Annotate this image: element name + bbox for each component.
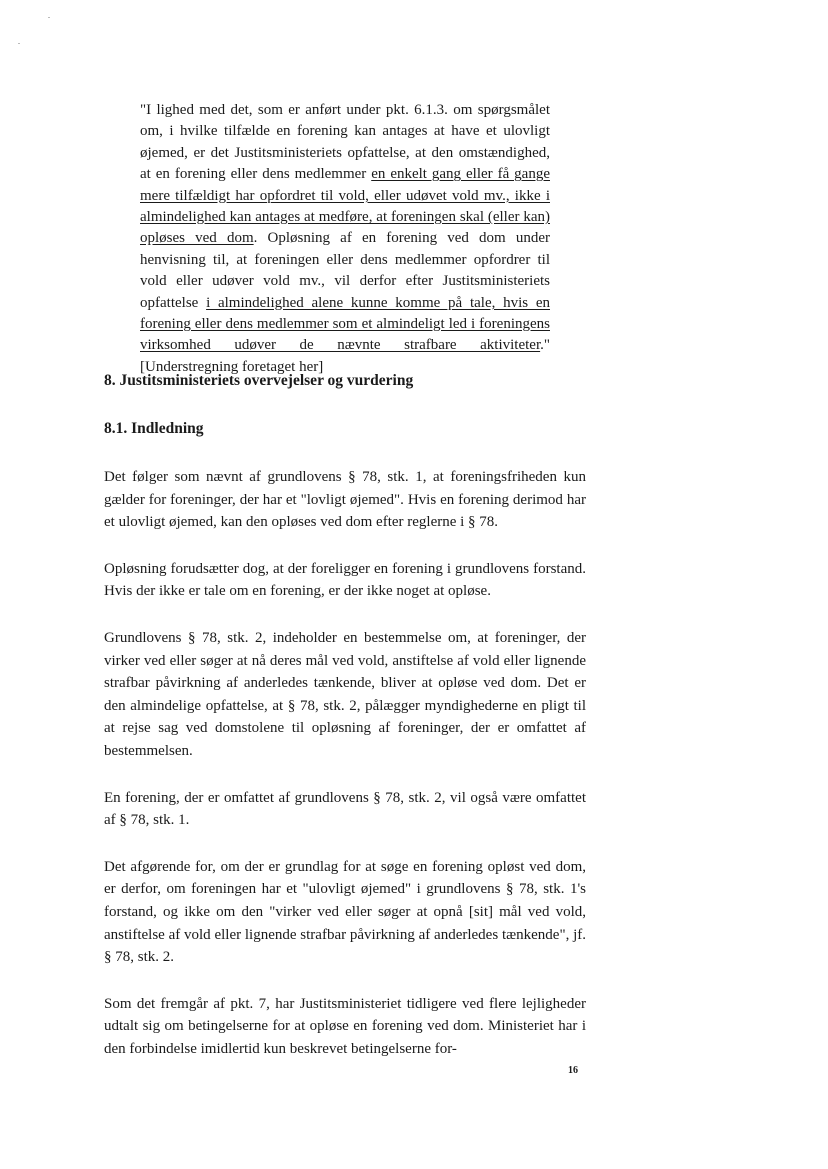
scan-speck: [18, 43, 20, 44]
quote-text: ." [Understregning foretaget her]: [140, 337, 550, 375]
paragraph: Grundlovens § 78, stk. 2, indeholder en bestemmelse om, at foreninger, der virker ved eller søger at nå deres mål ved vold, anstiftelse af vold eller lignende strafbar påvirkning af anderledes tænkende, bliver at opløse ved dom. Det er den almindelige opfattelse, at § 78, stk. 2, pålægger myndighederne en pligt til at rejse sag ved domstolene til opløsning af foreninger, der er omfattet af bestemmelsen.: [104, 629, 586, 759]
block-quote: [140, 100, 550, 378]
paragraph: Opløsning forudsætter dog, at der foreligger en forening i grundlovens forstand. Hvis der ikke er tale om en forening, er der ikke noget at opløse.: [104, 560, 586, 600]
paragraph: En forening, der er omfattet af grundlovens § 78, stk. 2, vil også være omfattet af § 78, stk. 1.: [104, 789, 586, 829]
quote-text: "I lighed med det, som er anført under pkt. 6.1.3. om spørgsmålet om, i hvilke tilfælde en forening kan antages at have et ulovligt øjemed, er det Justitsministeriets opfattelse, at den omstændighed, at en forening eller dens medlemmer: [140, 102, 550, 183]
quote-text: . Opløsning af en forening ved dom under henvisning til, at foreningen eller dens medlemmer opfordrer til vold eller udøver vold mv., vil derfor efter Justitsministeriets opfattelse: [140, 230, 551, 311]
paragraph: Som det fremgår af pkt. 7, har Justitsministeriet tidligere ved flere lejligheder udtalt sig om betingelserne for at opløse en forening ved dom. Ministeriet har i den forbindelse imidlertid kun beskrevet betingelserne for-: [104, 995, 586, 1057]
paragraph: Det følger som nævnt af grundlovens § 78, stk. 1, at foreningsfriheden kun gælder for foreninger, der har et "lovligt øjemed". Hvis en forening derimod har et ulovligt øjemed, kan den opløses ved dom efter reglerne i § 78.: [104, 469, 586, 531]
subsection-heading: 8.1. Indledning: [104, 420, 204, 437]
quote-underlined-text: i almindelighed alene kunne komme på tale, hvis en forening eller dens medlemmer som et almindeligt led i foreningens virksomhed udøver de nævnte strafbare aktiviteter: [140, 294, 550, 354]
paragraph: Det afgørende for, om der er grundlag for at søge en forening opløst ved dom, er derfor, om foreningen har et "ulovligt øjemed" i grundlovens § 78, stk. 1's forstand, og ikke om den "virker ved eller søger at opnå [sit] mål ved vold, anstiftelse af vold eller lignende strafbar påvirkning af anderledes tænkende", jf. § 78, stk. 2.: [104, 858, 586, 966]
section-heading: 8. Justitsministeriets overvejelser og vurdering: [104, 372, 414, 389]
page-number: 16: [568, 1065, 578, 1076]
body-text: [104, 466, 586, 1084]
scan-speck: [48, 17, 50, 18]
quote-underlined-text: en enkelt gang eller få gange mere tilfældigt har opfordret til vold, eller udøvet vold mv., ikke i almindelighed kan antages at medføre, at foreningen skal (eller kan) opløses ved dom: [140, 166, 550, 247]
